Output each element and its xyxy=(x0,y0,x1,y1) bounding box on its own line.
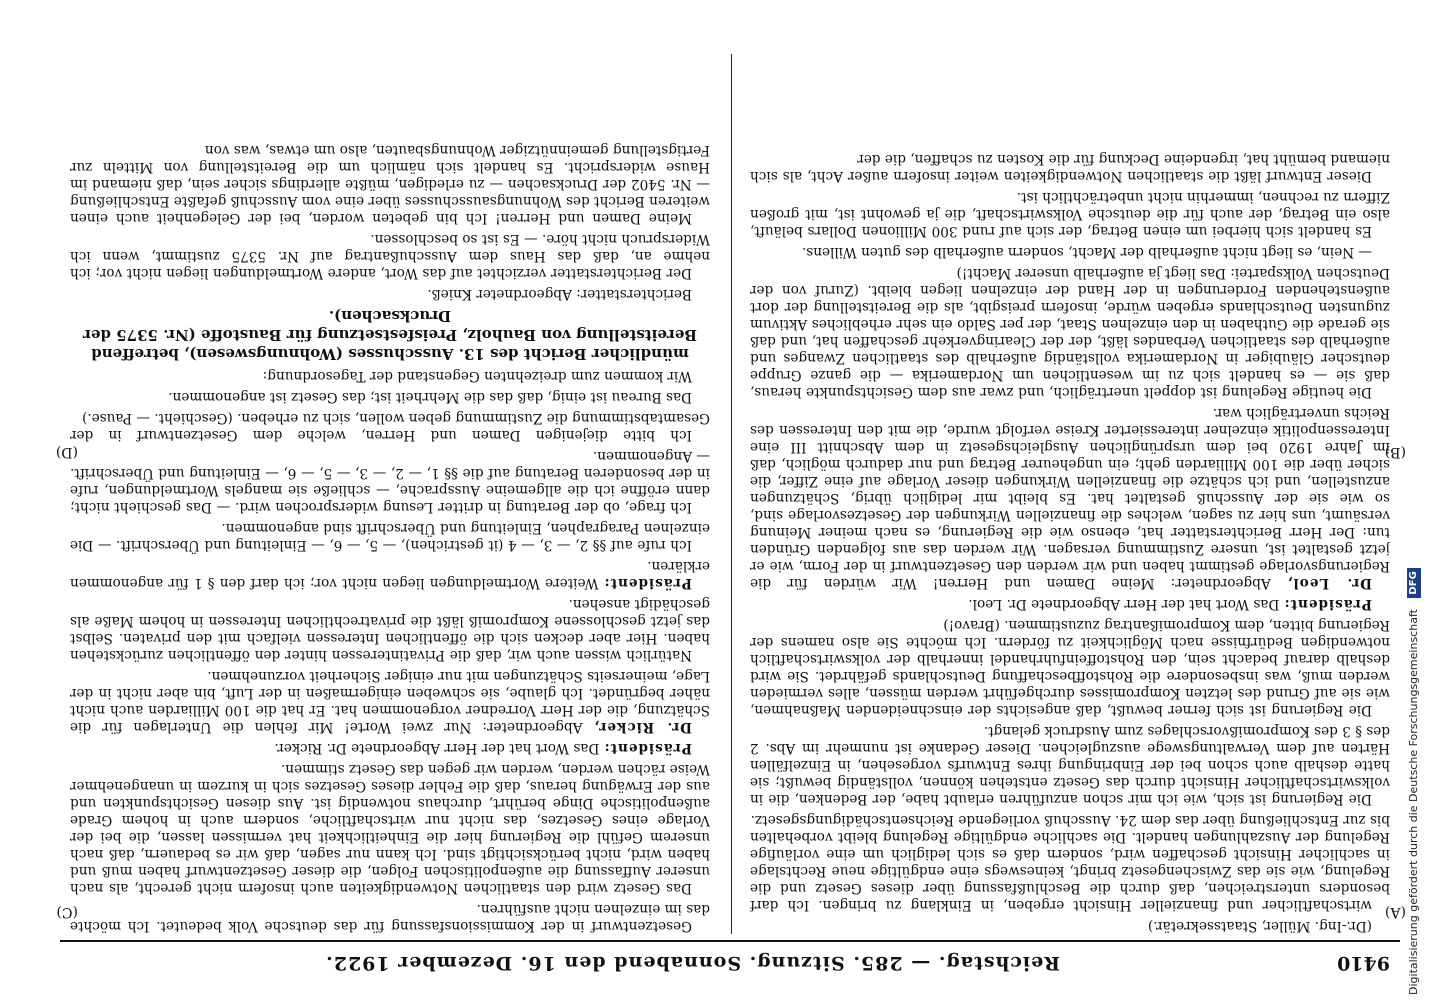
paragraph xyxy=(70,230,710,281)
margin-mark-d: (D) xyxy=(55,444,78,460)
left-column xyxy=(750,34,1390,934)
paragraph xyxy=(70,667,710,735)
paragraph xyxy=(750,722,1390,807)
paragraph-text: Abgeordneter: Meine Damen und Herren! Wir würden für die Regierungsvorlage gestimmt haben und wir werden den Gesetzentwurf in der Form, wie er jetzt gestaltet ist, unsere Zustimmung versagen. Wir werden das aus folgenden Gründen tun: Der Herr Berichterstatter hat, ebenso wie die Regierung, es nach meiner Meinung versäumt, uns hier zu sagen, welches die finanziellen Wirkungen der Gesetzesvorlage sind, so wie sie der Ausschuß gestaltet hat. Es bleibt mir lediglich übrig, Schätzungen anzustellen, und ich schätze die finanziellen Wirkungen dieser Vorlage auf eine Ziffer, die sicher über die 100 Milliarden geht; ein ungeheurer Betrag und nur dadurch möglich, daß im Jahre 1920 bei dem ursprünglichen Ausgleichsgesetz in dem Abschnitt III eine Interessenpolitik einzelner interessierter Kreise verfolgt wurde, die mit den Interessen des Reichs unverträglich war. xyxy=(750,405,1390,591)
paragraph xyxy=(70,306,710,363)
paragraph-text: Wir kommen zum dreizehnten Gegenstand der Tagesordnung: xyxy=(262,368,692,384)
paragraph xyxy=(70,739,710,756)
paragraph-text: wirtschaftlicher und finanzieller Hinsicht ergeben, in Einklang zu bringen. Ich darf besonders unterstreichen, daß durch die Beschlußfassung über dieses Gesetz und die Regelung, wie sie das Zwischengesetz bringt, keineswegs eine endgültige neue Rechtslage in sachlicher Hinsicht geschaffen wird, sondern daß es sich lediglich um eine vorläufige Regelung der Auszahlungen handelt. Die sachliche endgültige Regelung bleibt vorbehalten bis zur Entschließung über das dem 24. Ausschuß vorliegende Reichsentschädigungsgesetz. xyxy=(750,812,1390,913)
paragraph xyxy=(750,188,1390,239)
paragraph xyxy=(750,404,1390,591)
paragraph xyxy=(70,557,710,591)
paragraph xyxy=(750,917,1390,934)
paragraph-text: Die heutige Regelung ist doppelt unerträglich, und zwar aus dem Gesichtspunkte heraus, daß sie — es handelt sich zu im wesentlichen um Nordamerika — die ganze Gruppe deutscher Gläubiger in Nordamerika vollständig außerhalb des staatlichen Zwanges und außerhalb des staatlichen Verbandes läßt, der der Clearingverkehr geschaffen hat, und daß sie gerade die Guthaben in den einzelnen Staat, der per Saldo ein sehr erhebliches Aktivum zugunsten Deutschlands ergeben würde, insofern preisgibt, als die Bereitstellung der dort außenstehenden Forderungen in der Hand der einzelnen liegen bleibt. (Zuruf von der Deutschen Volkspartei: Das liegt ja außerhalb unserer Macht!) xyxy=(750,265,1390,400)
margin-mark-c: (C) xyxy=(56,904,78,920)
paragraph-text: Es handelt sich hierbei um einen Betrag, der sich auf rund 300 Millionen Dollars beläuft, also ein Betrag, der auch für die deutsche Volkswirtschaft, die ja gewohnt ist, mit großen Ziffern zu rechnen, immerhin nicht unbeträchtlich ist. xyxy=(750,189,1390,239)
paragraph-text: Ich bitte diejenigen Damen und Herren, welche dem Gesetzentwurf in der Gesamtabstimmung die Zustimmung geben wollen, sich zu erheben. (Geschieht. — Pause.) xyxy=(70,410,710,443)
paragraph-text: Ich frage, ob der Beratung in dritter Lesung widersprochen wird. — Das geschieht nicht; dann eröffne ich die allgemeine Aussprache, — schließe sie mangels Wortmeldungen, rufe in der besonderen Beratung auf die §§ 1, — 2, — 3, — 5, — 6, — Einleitung und Überschrift. — Angenommen. xyxy=(70,448,710,515)
paragraph-text: Dieser Entwurf läßt die staatlichen Notwendigkeiten weiter insofern außer Acht, als sich niemand bemüht hat, irgendeine Deckung für die Kosten zu schaffen, die der xyxy=(750,151,1390,184)
digitization-credit xyxy=(1404,20,1424,995)
paragraph xyxy=(70,285,710,302)
margin-mark-a: (A) xyxy=(1384,904,1406,920)
right-column xyxy=(70,34,710,934)
paragraph-text: — Nein, es liegt nicht außerhalb der Macht, sondern außerhalb des guten Willens. xyxy=(801,244,1372,260)
credit-text: Digitalisierung gefördert durch die Deutsche Forschungsgemeinschaft xyxy=(1407,609,1420,995)
paragraph-text: Berichterstatter: Abgeordneter Knieß. xyxy=(427,286,692,302)
page-header xyxy=(60,946,1400,980)
paragraph xyxy=(750,150,1390,184)
paragraph xyxy=(70,388,710,405)
paragraph xyxy=(70,519,710,553)
paragraph xyxy=(750,595,1390,612)
paragraph xyxy=(70,367,710,384)
paragraph-text: Das Wort hat der Herr Abgeordnete Dr. Ricker. xyxy=(274,740,600,756)
paragraph xyxy=(70,900,710,934)
paragraph-text: Meine Damen und Herren! Ich bin gebeten worden, bei der Gelegenheit auch einen weiteren Bericht des Wohnungsausschusses über eine vom Ausschuß gefaßte Entschließung — Nr. 5402 der Drucksachen — zu erledigen, müßte allerdings sicher sein, daß niemand im Hause widerspricht. Es handelt sich nämlich um die Bereitstellung von Mitteln zur Fertigstellung gemeinnütziger Wohnungsbauten, also um etwas, was von xyxy=(70,142,710,226)
paragraph xyxy=(750,811,1390,913)
paragraph xyxy=(70,409,710,443)
paragraph-text: Der Berichterstatter verzichtet auf das Wort, andere Wortmeldungen liegen nicht vor; ich nehme an, daß das Haus dem Ausschußantrag auf Nr. 5375 zustimmt, wenn ich Widerspruch nicht höre. — Es ist so beschlossen. xyxy=(70,231,710,281)
header-rule xyxy=(60,940,1400,942)
paragraph-text: Ich rufe auf §§ 2, — 3, — 4 (it gestrichen), — 5, — 6, — Einleitung und Überschrift. — Die einzelnen Paragraphen, Einleitung und Überschrift sind angenommen. xyxy=(70,520,710,553)
paragraph xyxy=(70,760,710,896)
paragraph xyxy=(750,243,1390,260)
rotated-scan xyxy=(55,20,1406,980)
paragraph-text: mündlicher Bericht des 13. Ausschusses (Wohnungswesen), betreffend Bereitstellung von Bauholz, Preisfestsetzung für Baustoffe (Nr. 5375 der Drucksachen). xyxy=(83,307,697,363)
margin-mark-b: (B) xyxy=(1384,444,1406,460)
column-divider xyxy=(731,54,732,934)
paragraph xyxy=(750,616,1390,718)
dfg-logo: DFG xyxy=(1407,568,1421,597)
paragraph xyxy=(70,141,710,226)
page-number: 9410 xyxy=(1337,952,1390,974)
speaker-name: Dr. Leol, xyxy=(1286,575,1372,591)
speaker-name: Dr. Ricker, xyxy=(593,719,692,735)
speaker-name: Präsident: xyxy=(603,575,692,591)
paragraph-text: (Dr.-Ing. Müller, Staatssekretär.) xyxy=(1147,918,1372,934)
paragraph-text: Das Gesetz wird den staatlichen Notwendigkeiten auch insofern nicht gerecht, als nach unserer Auffassung die außenpolitischen Folgen, die dieser Gesetzentwurf haben muß und haben wird, nicht berücksichtigt sind. Ich kann nur sagen, daß wir es bedauern, daß nach unserem Gefühl die Regierung hier die Einheitlichkeit hat vermissen lassen, die bei der Vorlage eines Gesetzes, das nicht nur wirtschaftliche, sondern auch in hohem Grade außenpolitische Dinge berührt, durchaus notwendig ist. Aus diesen Gesichtspunkten und aus der Erwägung heraus, daß die Fehler dieses Gesetzes sich in kurzem in unangenehmer Weise rächen werden, werden wir gegen das Gesetz stimmen. xyxy=(70,761,710,896)
paragraph-text: Gesetzentwurf in der Kommissionsfassung für das deutsche Volk bedeutet. Ich möchte das im einzelnen nicht ausführen. xyxy=(70,901,710,934)
paragraph-text: Das Bureau ist einig, daß das die Mehrheit ist; das Gesetz ist angenommen. xyxy=(168,389,692,405)
paragraph-text: Weitere Wortmeldungen liegen nicht vor; ich darf den § 1 für angenommen erklären. xyxy=(70,558,710,591)
paragraph-text: Abgeordneter: Nur zwei Worte! Mir fehlen die Unterlagen für die Schätzung, die der Herr Vorredner vorgenommen hat. Er hat die 100 Milliarden auch nicht näher begründet. Ich glaube, sie schweben einigermaßen in der Luft, bin aber nicht in der Lage, meinerseits Schätzungen mit nur einiger Sicherheit vorzunehmen. xyxy=(70,668,710,735)
paragraph-text: Die Regierung ist sich ferner bewußt, daß angesichts der einschneidenden Maßnahmen, wie sie auf Grund des letzten Kompromisses durchgeführt werden müssen, alles vermieden werden muß, was insbesondere die Rohstoffbeschaffung Deutschlands gefährdet. Sie wird deshalb darauf bedacht sein, den Rohstoffeinfuhrhandel innerhalb der volkswirtschaftlich notwendigen Bedürfnisse nach Möglichkeit zu fördern. Ich möchte Sie also namens der Regierung bitten, dem Kompromißantrag zuzustimmen. (Bravo!) xyxy=(750,617,1390,718)
paragraph xyxy=(750,264,1390,400)
paragraph-text: Das Wort hat der Herr Abgeordnete Dr. Leol. xyxy=(968,596,1280,612)
speaker-name: Präsident: xyxy=(1283,596,1372,612)
speaker-name: Präsident: xyxy=(603,740,692,756)
paragraph xyxy=(70,447,710,515)
paragraph xyxy=(70,595,710,663)
page-title: Reichstag. — 285. Sitzung. Sonnabend den 16. Dezember 1922. xyxy=(325,952,1060,974)
paragraph-text: Natürlich wissen auch wir, daß die Privatinteressen hinter den öffentlichen zurückstehen haben. Hier aber decken sich die öffentlichen Interessen vielfach mit den privaten. Selbst das jetzt geschlossene Kompromiß läßt die privatrechtlichen Interessen in hohem Maße als geschädigt ansehen. xyxy=(70,596,710,663)
paragraph-text: Die Regierung ist sich, wie ich mir schon anzuführen erlaubt habe, der Bedenken, die in volkswirtschaftlicher Hinsicht durch das Gesetz entstehen können, vollständig bewußt; sie hatte deshalb auch schon bei der Einbringung ihres Entwurfs vorgesehen, in Einzelfällen Härten auf dem Verwaltungswege auszugleichen. Dieser Gedanke ist nunmehr im Abs. 2 des § 3 des Kompromißvorschlages zum Ausdruck gelangt. xyxy=(750,723,1390,807)
